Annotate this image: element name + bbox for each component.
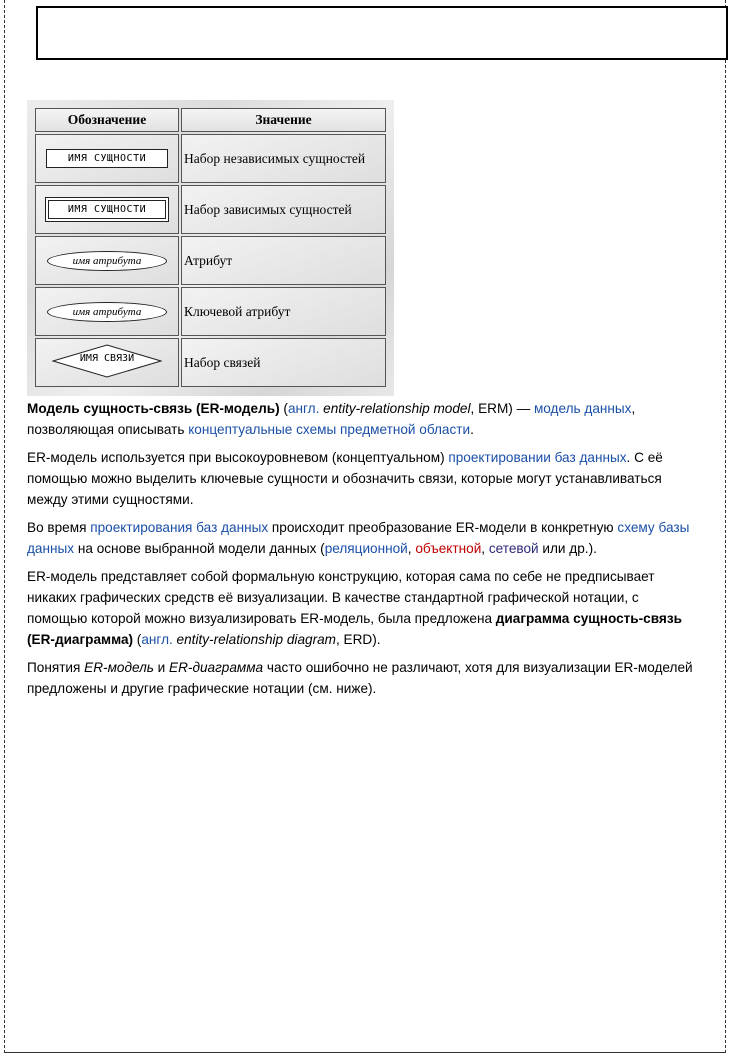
relationship-label: ИМЯ СВЯЗИ: [79, 352, 135, 364]
paragraph-definition: [27, 398, 699, 440]
text: ER-модель представляет собой формальную конструкцию, которая сама по себе не предписывает никаких графических средств её визуализации. В качестве стандартной графической нотации, с помощью которой можно визуализировать ER-модель, была предложена: [27, 569, 655, 626]
header-symbol: Обозначение: [35, 108, 179, 132]
meaning-cell: Набор зависимых сущностей: [181, 185, 386, 234]
text: на основе выбранной модели данных (: [74, 541, 325, 556]
text: или др.).: [538, 541, 597, 556]
table-row: [35, 185, 386, 234]
paragraph-confusion: [27, 657, 699, 699]
link-object[interactable]: объектной: [415, 541, 482, 556]
link-db-design[interactable]: проектировании баз данных: [448, 450, 627, 465]
relationship-symbol-cell: [35, 338, 179, 387]
paragraph-transformation: [27, 517, 699, 559]
text: ,: [481, 541, 489, 556]
english-term: entity-relationship model: [319, 401, 471, 416]
text: и: [153, 660, 170, 675]
link-data-model[interactable]: модель данных: [533, 401, 632, 416]
attribute-symbol-cell: [35, 236, 179, 285]
text: ER-модель используется при высокоуровневом (концептуальном): [27, 450, 449, 465]
key-attribute-ellipse: имя атрибута: [47, 302, 167, 322]
table-row: [35, 236, 386, 285]
text: , ERD).: [336, 632, 381, 647]
text: Во время: [27, 520, 91, 535]
meaning-cell: Атрибут: [181, 236, 386, 285]
weak-entity-symbol-cell: [35, 185, 179, 234]
weak-entity-label: ИМЯ СУЩНОСТИ: [48, 200, 166, 219]
meaning-cell: Ключевой атрибут: [181, 287, 386, 336]
er-notation-legend: [27, 100, 394, 396]
meaning-cell: Набор независимых сущностей: [181, 134, 386, 183]
term-er-diagram: диаграмма сущность-связь (ER-диаграмма): [27, 611, 682, 647]
text: (: [279, 401, 288, 416]
paragraph-notation: [27, 566, 699, 650]
attribute-ellipse: имя атрибута: [47, 251, 167, 271]
article-body: [27, 398, 699, 706]
table-row: [35, 134, 386, 183]
table-row: [35, 338, 386, 387]
paragraph-usage: [27, 447, 699, 510]
text: часто ошибочно не различают, хотя для визуализации ER-моделей предложены и другие графические нотации (см. ниже).: [27, 660, 693, 696]
entity-symbol-cell: [35, 134, 179, 183]
link-engl[interactable]: англ.: [287, 401, 320, 416]
meaning-cell: Набор связей: [181, 338, 386, 387]
header-meaning: Значение: [181, 108, 386, 132]
text: .: [470, 422, 474, 437]
text: , ERM) —: [470, 401, 534, 416]
table-row: [35, 287, 386, 336]
key-attribute-symbol-cell: [35, 287, 179, 336]
text: ,: [407, 541, 416, 556]
italic-er-diagram: ER-диаграмма: [169, 660, 264, 675]
term-er-model: Модель сущность-связь (ER-модель): [27, 401, 280, 416]
text: (: [133, 632, 142, 647]
link-db-schema[interactable]: схему базы данных: [27, 520, 690, 556]
link-relational[interactable]: реляционной: [324, 541, 408, 556]
link-conceptual-schemas[interactable]: концептуальные схемы предметной области: [188, 422, 471, 437]
weak-entity-double-rectangle: [45, 197, 169, 222]
english-term-2: entity-relationship diagram: [172, 632, 336, 647]
text: , позволяющая описывать: [27, 401, 636, 437]
link-db-design-2[interactable]: проектирования баз данных: [90, 520, 269, 535]
text: происходит преобразование ER-модели в конкретную: [268, 520, 618, 535]
link-engl-2[interactable]: англ.: [141, 632, 173, 647]
italic-er-model: ER-модель: [84, 660, 154, 675]
legend-table: [33, 106, 388, 389]
header-box: [36, 6, 728, 60]
relationship-diamond: [52, 344, 162, 378]
link-network[interactable]: сетевой: [488, 541, 539, 556]
entity-rectangle: ИМЯ СУЩНОСТИ: [46, 149, 168, 168]
text: . С её помощью можно выделить ключевые сущности и обозначить связи, которые могут устанавливаться между этими сущностями.: [27, 450, 663, 507]
text: Понятия: [27, 660, 85, 675]
